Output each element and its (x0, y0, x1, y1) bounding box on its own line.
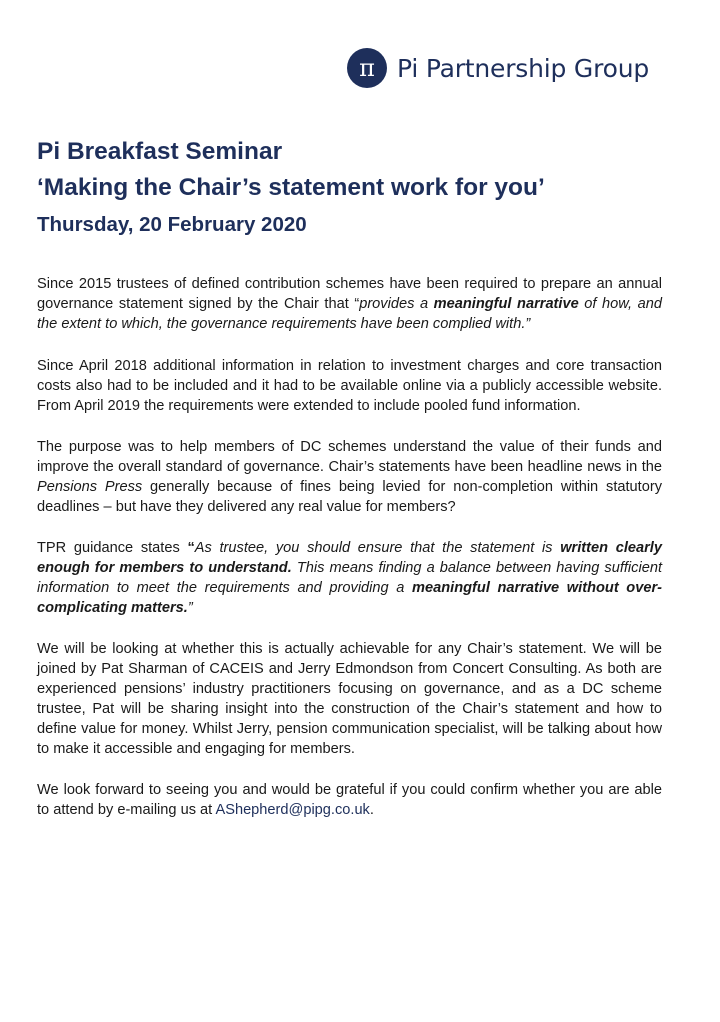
p1-quote: provides a (359, 296, 434, 312)
p6-period: . (369, 802, 374, 818)
p1-emphasis: meaningful narrative (433, 296, 579, 312)
p4-quote-2: This means finding a balance between having sufficient information to meet the requirements and providing a (37, 560, 663, 596)
email-link[interactable]: AShepherd@pipg.co.uk (215, 802, 370, 818)
pi-logo-icon: π (347, 48, 387, 88)
company-name: Pi Partnership Group (397, 53, 650, 83)
p4-text: TPR guidance states (37, 540, 188, 556)
seminar-title: Pi Breakfast Seminar (37, 138, 283, 165)
seminar-date: Thursday, 20 February 2020 (37, 213, 307, 236)
p6-text: We look forward to seeing you and would be grateful if you could confirm whether you are able to attend by e-mailing us at (37, 782, 662, 818)
p3-publication: Pensions Press (37, 479, 143, 495)
p1-text: Since 2015 trustees of defined contribution schemes have been required to prepare an annual governance statement signed by the Chair that “ (37, 276, 662, 312)
p4-quote: As trustee, you should ensure that the statement is (194, 540, 561, 556)
title-block (37, 137, 545, 239)
paragraph-2: Since April 2018 additional information in relation to investment charges and core transaction costs also had to be included and it had to be available online via a publicly accessible website. From April 2019 the requirements were extended to include pooled fund information. (37, 358, 662, 414)
p4-emphasis-1: written clearly enough for members to understand. (37, 540, 662, 576)
p3-text-end: generally because of fines being levied for non-completion within statutory deadlines – but have they delivered any real value for members? (37, 479, 662, 515)
p4-open-quote: “ (187, 540, 195, 556)
paragraph-5: We will be looking at whether this is actually achievable for any Chair’s statement. We will be joined by Pat Sharman of CACEIS and Jerry Edmondson from Concert Consulting. As both are experienced pensions’ industry practitioners focusing on governance, and as a DC scheme trustee, Pat will be sharing insight into the construction of the Chair’s statement and how to define value for money. Whilst Jerry, pension communication specialist, will be talking about how to make it accessible and engaging for members. (37, 641, 662, 757)
p4-emphasis-2: meaningful narrative without over-complicating matters. (37, 580, 662, 616)
paragraph-4 (37, 538, 662, 618)
paragraph-3 (37, 437, 662, 517)
paragraph-1 (37, 274, 662, 334)
paragraph-6 (37, 780, 662, 820)
body-text (37, 274, 662, 841)
company-logo (347, 48, 649, 88)
p3-text: The purpose was to help members of DC schemes understand the value of their funds and improve the overall standard of governance. Chair’s statements have been headline news in the (37, 439, 662, 475)
p4-close-quote: ” (187, 600, 193, 616)
p1-quote-end: of how, and the extent to which, the governance requirements have been complied with.” (37, 296, 662, 332)
seminar-subtitle: ‘Making the Chair’s statement work for you’ (37, 174, 545, 201)
